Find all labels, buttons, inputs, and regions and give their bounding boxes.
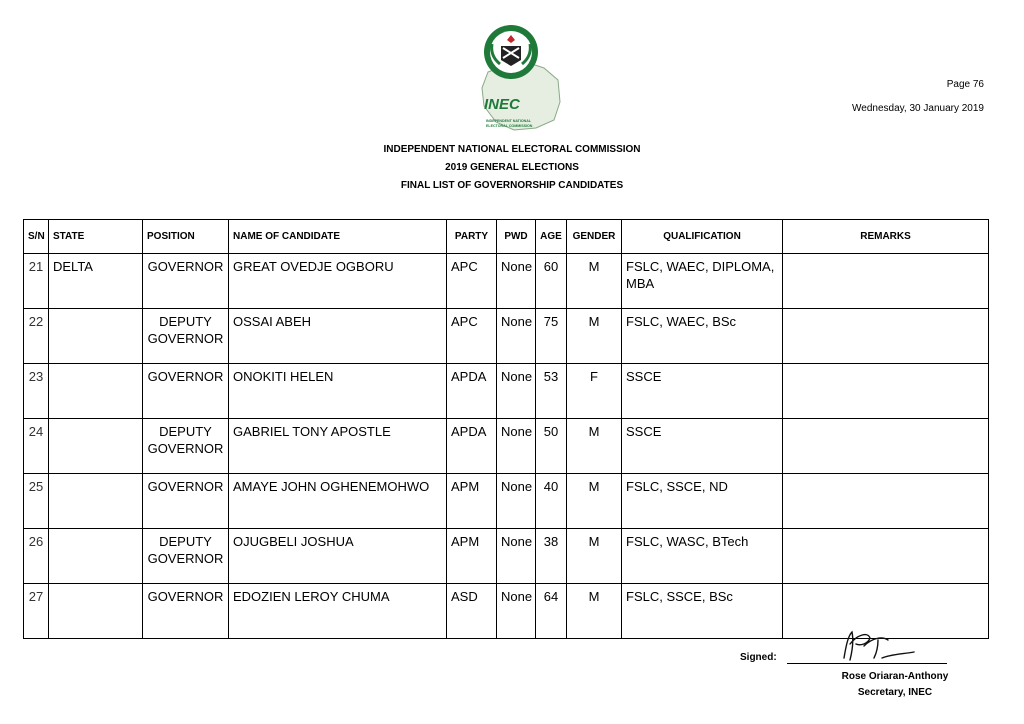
svg-text:INDEPENDENT NATIONAL: INDEPENDENT NATIONAL bbox=[486, 119, 532, 123]
cell-state bbox=[49, 529, 143, 584]
cell-party: APM bbox=[447, 529, 497, 584]
cell-sn: 25 bbox=[24, 474, 49, 529]
cell-remarks bbox=[783, 529, 989, 584]
col-pwd: PWD bbox=[497, 220, 536, 254]
cell-state: DELTA bbox=[49, 254, 143, 309]
cell-gender: M bbox=[567, 474, 622, 529]
table-row bbox=[24, 474, 989, 529]
candidates-table bbox=[23, 219, 989, 639]
cell-position: DEPUTY GOVERNOR bbox=[143, 419, 229, 474]
col-remarks: REMARKS bbox=[783, 220, 989, 254]
cell-sn: 27 bbox=[24, 584, 49, 639]
cell-sn: 21 bbox=[24, 254, 49, 309]
cell-name: EDOZIEN LEROY CHUMA bbox=[229, 584, 447, 639]
page-number: Page 76 bbox=[946, 79, 984, 90]
cell-sn: 24 bbox=[24, 419, 49, 474]
table-row bbox=[24, 309, 989, 364]
cell-remarks bbox=[783, 364, 989, 419]
cell-state bbox=[49, 474, 143, 529]
cell-remarks bbox=[783, 309, 989, 364]
cell-party: APC bbox=[447, 254, 497, 309]
cell-pwd: None bbox=[497, 584, 536, 639]
cell-age: 38 bbox=[536, 529, 567, 584]
col-gender: GENDER bbox=[567, 220, 622, 254]
svg-text:INEC: INEC bbox=[484, 96, 520, 113]
cell-age: 75 bbox=[536, 309, 567, 364]
svg-text:ELECTORAL COMMISSION: ELECTORAL COMMISSION bbox=[486, 124, 533, 128]
cell-gender: M bbox=[567, 419, 622, 474]
cell-remarks bbox=[783, 254, 989, 309]
cell-position: GOVERNOR bbox=[143, 364, 229, 419]
header-row bbox=[24, 220, 989, 254]
col-sn: S/N bbox=[24, 220, 49, 254]
cell-state bbox=[49, 584, 143, 639]
cell-qualification: SSCE bbox=[622, 419, 783, 474]
title-list: FINAL LIST OF GOVERNORSHIP CANDIDATES bbox=[400, 180, 624, 191]
cell-qualification: FSLC, WASC, BTech bbox=[622, 529, 783, 584]
cell-gender: M bbox=[567, 529, 622, 584]
cell-gender: F bbox=[567, 364, 622, 419]
cell-position: DEPUTY GOVERNOR bbox=[143, 309, 229, 364]
title-commission: INDEPENDENT NATIONAL ELECTORAL COMMISSION bbox=[383, 144, 641, 155]
col-name: NAME OF CANDIDATE bbox=[229, 220, 447, 254]
cell-name: GABRIEL TONY APOSTLE bbox=[229, 419, 447, 474]
cell-sn: 23 bbox=[24, 364, 49, 419]
cell-age: 64 bbox=[536, 584, 567, 639]
table-row bbox=[24, 419, 989, 474]
col-party: PARTY bbox=[447, 220, 497, 254]
document-titles bbox=[0, 141, 1024, 195]
cell-qualification: FSLC, WAEC, BSc bbox=[622, 309, 783, 364]
signed-label: Signed: bbox=[740, 652, 777, 663]
inec-logo bbox=[474, 22, 566, 140]
cell-age: 50 bbox=[536, 419, 567, 474]
cell-state bbox=[49, 364, 143, 419]
table-row bbox=[24, 364, 989, 419]
cell-pwd: None bbox=[497, 254, 536, 309]
cell-gender: M bbox=[567, 584, 622, 639]
cell-name: OJUGBELI JOSHUA bbox=[229, 529, 447, 584]
page-info bbox=[852, 73, 984, 121]
cell-pwd: None bbox=[497, 474, 536, 529]
col-state: STATE bbox=[49, 220, 143, 254]
cell-pwd: None bbox=[497, 309, 536, 364]
cell-pwd: None bbox=[497, 419, 536, 474]
col-age: AGE bbox=[536, 220, 567, 254]
cell-pwd: None bbox=[497, 529, 536, 584]
table-row bbox=[24, 529, 989, 584]
cell-gender: M bbox=[567, 254, 622, 309]
cell-party: APDA bbox=[447, 364, 497, 419]
cell-qualification: FSLC, SSCE, BSc bbox=[622, 584, 783, 639]
cell-qualification: SSCE bbox=[622, 364, 783, 419]
title-elections: 2019 GENERAL ELECTIONS bbox=[445, 162, 579, 173]
cell-age: 53 bbox=[536, 364, 567, 419]
cell-gender: M bbox=[567, 309, 622, 364]
table-row bbox=[24, 254, 989, 309]
cell-remarks bbox=[783, 419, 989, 474]
cell-age: 40 bbox=[536, 474, 567, 529]
cell-name: ONOKITI HELEN bbox=[229, 364, 447, 419]
col-position: POSITION bbox=[143, 220, 229, 254]
signer-name: Rose Oriaran-Anthony bbox=[841, 671, 949, 682]
report-date: Wednesday, 30 January 2019 bbox=[852, 103, 984, 114]
cell-pwd: None bbox=[497, 364, 536, 419]
col-qualification: QUALIFICATION bbox=[622, 220, 783, 254]
cell-position: GOVERNOR bbox=[143, 254, 229, 309]
cell-qualification: FSLC, SSCE, ND bbox=[622, 474, 783, 529]
cell-qualification: FSLC, WAEC, DIPLOMA, MBA bbox=[622, 254, 783, 309]
cell-name: OSSAI ABEH bbox=[229, 309, 447, 364]
cell-name: GREAT OVEDJE OGBORU bbox=[229, 254, 447, 309]
cell-party: ASD bbox=[447, 584, 497, 639]
cell-sn: 26 bbox=[24, 529, 49, 584]
cell-state bbox=[49, 419, 143, 474]
cell-position: DEPUTY GOVERNOR bbox=[143, 529, 229, 584]
cell-party: APC bbox=[447, 309, 497, 364]
signature-mark bbox=[838, 628, 918, 664]
cell-position: GOVERNOR bbox=[143, 474, 229, 529]
signer-title: Secretary, INEC bbox=[857, 687, 933, 698]
signer-block bbox=[835, 669, 955, 701]
cell-name: AMAYE JOHN OGHENEMOHWO bbox=[229, 474, 447, 529]
cell-party: APDA bbox=[447, 419, 497, 474]
cell-position: GOVERNOR bbox=[143, 584, 229, 639]
cell-state bbox=[49, 309, 143, 364]
cell-sn: 22 bbox=[24, 309, 49, 364]
cell-remarks bbox=[783, 474, 989, 529]
cell-age: 60 bbox=[536, 254, 567, 309]
cell-party: APM bbox=[447, 474, 497, 529]
